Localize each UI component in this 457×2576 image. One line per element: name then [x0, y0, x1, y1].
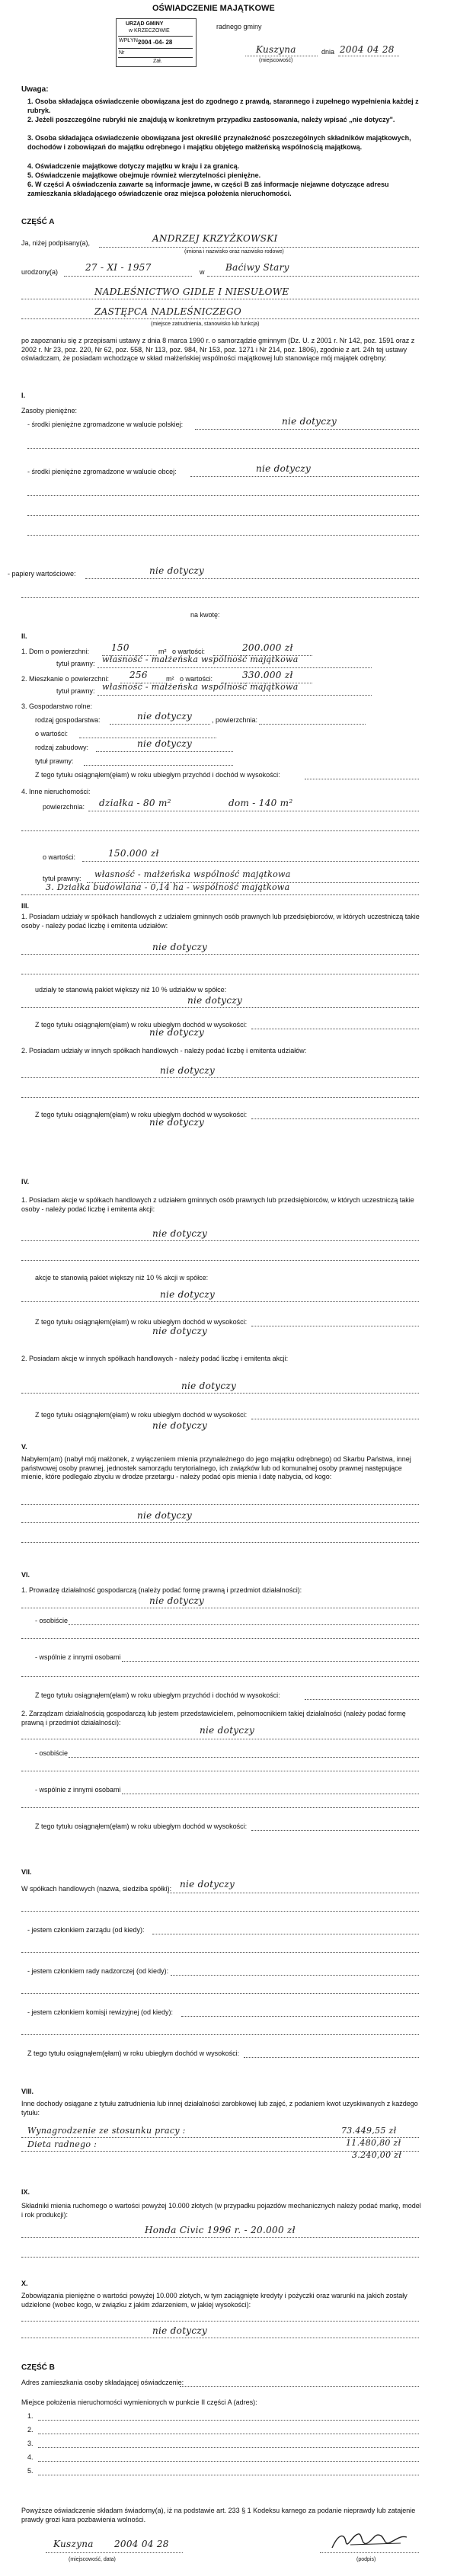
iv-p1b-handwritten: nie dotyczy — [160, 1289, 216, 1300]
iii-p1c-text: Z tego tytułu osiągnąłem(ęłam) w roku ubiegłym dochód w wysokości: — [35, 1021, 248, 1029]
foreign-handwritten: nie dotyczy — [256, 463, 312, 474]
section-viii-number: VIII. — [21, 2088, 34, 2095]
section-vi-number: VI. — [21, 1571, 30, 1579]
x-text: Zobowiązania pieniężne o wartości powyżej 10.000 złotych, w tym zaciągnięte kredyty i pożyczki oraz warunki na jakich zostały udzielone (wobec kogo, w związku z jakim zdarzeniem, w jakiej wysokości): — [21, 2292, 407, 2309]
vii-komisja: - jestem członkiem komisji rewizyjnej (od kiedy): — [27, 2008, 174, 2016]
stamp-wplyn: WPŁYN. — [119, 38, 139, 43]
iii-p2c-text: Z tego tytułu osiągnąłem(ęłam) w roku ubiegłym dochód w wysokości: — [35, 1111, 248, 1118]
viii-income2-label-hw: Dieta radnego : — [27, 2139, 97, 2149]
viii-income1-label-hw: Wynagrodzenie ze stosunku pracy : — [27, 2126, 186, 2136]
inne-wartosc-label: o wartości: — [43, 853, 76, 861]
dom-label: 1. Dom o powierzchni: — [21, 648, 90, 655]
iv-p1-text: 1. Posiadam akcje w spółkach handlowych z udziałem gminnych osób prawnych lub przedsiębiorców, w których uczestniczą takie osoby - należy podać liczbę i emitenta akcji: — [21, 1196, 414, 1213]
part-b-num-1: 1. — [27, 2412, 34, 2420]
document-subtitle: radnego gminy — [216, 23, 262, 30]
header-dnia-label: dnia — [321, 48, 335, 56]
iv-p1c-handwritten: nie dotyczy — [152, 1326, 208, 1336]
viii-income3-value-hw: 3.240,00 zł — [352, 2150, 402, 2160]
stamp-line1: URZĄD GMINY — [126, 21, 164, 27]
part-b-miejsce-label: Miejsce położenia nieruchomości wymienionych w punkcie II części A (adres): — [21, 2398, 257, 2406]
vi-osobiscie2: - osobiście — [35, 1749, 69, 1757]
iv-p2-handwritten: nie dotyczy — [181, 1381, 237, 1391]
section-v-number: V. — [21, 1443, 27, 1451]
iii-p1-text: 1. Posiadam udziały w spółkach handlowych z udziałem gminnych osób prawnych lub przedsiębiorców, w których uczestniczą takie osoby - należy podać liczbę i emitenta udziałów: — [21, 913, 420, 930]
legal-intro: po zapoznaniu się z przepisami ustawy z dnia 8 marca 1990 r. o samorządzie gminnym (Dz. U. z 2001 r. Nr 142, poz. 1591 oraz z 2002 r. Nr 23, poz. 220, Nr 62, poz. 558, Nr 113, poz. 984, Nr 153, poz. 1271 i Nr 214, poz. 1806), zgodnie z art. 24h tej ustawy oświadczam, że posiadam wchodzące w skład małżeńskiej wspólności majątkowej lub stanowiące mój majątek odrębny: — [21, 337, 415, 362]
v-handwritten: nie dotyczy — [137, 1510, 193, 1521]
section-iv-number: IV. — [21, 1178, 30, 1186]
inne-title2-handwritten: 3. Działka budowlana - 0,14 ha - wspólność majątkowa — [46, 882, 290, 892]
vii-rada: - jestem członkiem rady nadzorczej (od kiedy): — [27, 1967, 169, 1975]
iv-p1-handwritten: nie dotyczy — [152, 1228, 208, 1239]
gosp-dochod-label: Z tego tytułu osiągnąłem(ęłam) w roku ubiegłym przychód i dochód w wysokości: — [35, 771, 280, 779]
section-iii-number: III. — [21, 902, 30, 910]
vi-p2-text: 2. Zarządzam działalnością gospodarczą lub jestem przedstawicielem, pełnomocnikiem takiej działalności (należy podać formę prawną i przedmiot działalności): — [21, 1710, 406, 1726]
part-b-num-4: 4. — [27, 2453, 34, 2461]
born-in-label: w — [200, 268, 205, 276]
workplace-handwritten: NADLEŚNICTWO GIDLE I NIESUŁOWE — [94, 286, 289, 297]
signature — [328, 2528, 411, 2554]
viii-text: Inne dochody osiągane z tytułu zatrudnienia lub innej działalności zarobkowej lub zajęć, z podaniem kwot uzyskiwanych z każdego tytułu: — [21, 2100, 418, 2117]
uwaga-title: Uwaga: — [21, 85, 49, 94]
mieszk-m2: m² — [166, 675, 174, 683]
iii-p2-handwritten: nie dotyczy — [160, 1065, 216, 1076]
vi-dochod: Z tego tytułu osiągnąłem(ęłam) w roku ubiegłym przychód i dochód w wysokości: — [35, 1691, 280, 1699]
part-a-title: CZĘŚĆ A — [21, 218, 55, 226]
part-b-num-3: 3. — [27, 2440, 34, 2447]
job-caption: (miejsce zatrudnienia, stanowisko lub funkcja) — [151, 322, 260, 327]
gosp-pow-label: , powierzchnia: — [212, 716, 258, 724]
header-place-handwritten: Kuszyna — [256, 44, 296, 55]
name-handwritten: ANDRZEJ KRZYŻKOWSKI — [152, 233, 278, 244]
footer-place-handwritten: Kuszyna — [53, 2539, 94, 2549]
uwaga-item-2: 2. Jeżeli poszczególne rubryki nie znajdują w konkretnym przypadku zastosowania, należy wpisać „nie dotyczy". — [27, 116, 395, 123]
viii-income1-value-hw: 73.449,55 zł — [341, 2126, 397, 2136]
section-ii-number: II. — [21, 632, 27, 640]
position-handwritten: ZASTĘPCA NADLEŚNICZEGO — [94, 306, 242, 317]
born-date-handwritten: 27 - XI - 1957 — [85, 262, 152, 273]
dom-wartosc-label: o wartości: — [172, 648, 206, 655]
gosp-wartosc-label: o wartości: — [35, 730, 69, 738]
zabud-label: rodzaj zabudowy: — [35, 744, 89, 751]
footer-date-handwritten: 2004 04 28 — [114, 2539, 169, 2549]
dom-value-handwritten: 200.000 zł — [242, 642, 293, 653]
mieszk-tytul-label: tytuł prawny: — [56, 687, 95, 695]
stamp-line2: w KRZECZOWIE — [129, 28, 170, 34]
kwote-label: na kwotę: — [190, 611, 220, 619]
vi-dochod2: Z tego tytułu osiągnąłem(ęłam) w roku ubiegłym dochód w wysokości: — [35, 1822, 248, 1830]
mieszk-area-handwritten: 256 — [129, 670, 148, 680]
v-text: Nabyłem(am) (nabył mój małżonek, z wyłączeniem mienia przynależnego do jego majątku odrębnego) od Skarbu Państwa, innej państwowej osoby prawnej, jednostek samorządu terytorialnego, ich związków lub od komunalnej osoby prawnej następujące mienie, które podlegało zbyciu w drodze przetargu - należy podać opis mienia i datę nabycia, od kogo: — [21, 1455, 411, 1480]
section-ix-number: IX. — [21, 2188, 30, 2196]
inne-tytul-label: tytuł prawny: — [43, 875, 81, 882]
papers-handwritten: nie dotyczy — [149, 565, 205, 576]
dom-m2: m² — [158, 648, 167, 655]
inne-dom-handwritten: dom - 140 m² — [228, 798, 293, 808]
inne-pow-label: powierzchnia: — [43, 803, 85, 811]
iii-p1-handwritten: nie dotyczy — [152, 942, 208, 952]
part-b-title: CZĘŚĆ B — [21, 2363, 55, 2372]
x-handwritten: nie dotyczy — [152, 2325, 208, 2336]
part-b-address-label: Adres zamieszkania osoby składającej oświadczenie: — [21, 2379, 184, 2386]
inne-area-handwritten: działka - 80 m² — [99, 798, 171, 808]
iv-p1b-text: akcje te stanowią pakiet większy niż 10 % akcji w spółce: — [35, 1274, 209, 1282]
stamp-nr: Nr — [119, 50, 125, 56]
stamp-zal: Zał. — [153, 59, 162, 64]
uwaga-item-6: 6. W części A oświadczenia zawarte są informacje jawne, w części B zaś informacje niejawne dotyczące adresu zamieszkania składającego oświadczenie oraz miejsca położenia nieruchomości. — [27, 181, 389, 197]
pln-handwritten: nie dotyczy — [282, 416, 337, 427]
dom-area-handwritten: 150 — [111, 642, 129, 653]
office-stamp — [116, 18, 197, 67]
vii-dochod: Z tego tytułu osiągnąłem(ęłam) w roku ubiegłym dochód w wysokości: — [27, 2050, 240, 2057]
vii-handwritten: nie dotyczy — [180, 1879, 235, 1890]
mieszk-wartosc-label: o wartości: — [180, 675, 213, 683]
iii-p2c-handwritten: nie dotyczy — [149, 1117, 205, 1128]
ix-handwritten: Honda Civic 1996 r. - 20.000 zł — [145, 2225, 296, 2235]
section-x-number: X. — [21, 2280, 28, 2287]
inne-title-handwritten: własność - małżeńska wspólność majątkowa — [94, 869, 291, 879]
footer-legal: Powyższe oświadczenie składam świadomy(a), iż na podstawie art. 233 § 1 Kodeksu karnego za podanie nieprawdy lub zatajenie prawdy grozi kara pozbawienia wolności. — [21, 2507, 416, 2523]
header-place-caption: (miejscowość) — [259, 58, 293, 63]
vi-osobiscie: - osobiście — [35, 1617, 69, 1624]
iii-p2-text: 2. Posiadam udziały w innych spółkach handlowych - należy podać liczbę i emitenta udziałów: — [21, 1047, 307, 1054]
uwaga-item-1: 1. Osoba składająca oświadczenie obowiązana jest do zgodnego z prawdą, starannego i zupełnego wypełnienia każdej z rubryk. — [27, 98, 419, 114]
gosp-tytul-label: tytuł prawny: — [35, 757, 74, 765]
viii-income2-value-hw: 11.480,80 zł — [346, 2138, 401, 2148]
zabud-handwritten: nie dotyczy — [137, 738, 193, 749]
uwaga-item-3: 3. Osoba składająca oświadczenie obowiązana jest określić przynależność poszczególnych składników majątkowych, dochodów i zobowiązań do majątku odrębnego i majątku objętego małżeńską wspólnością majątkową. — [27, 134, 411, 151]
vi-p1-handwritten: nie dotyczy — [149, 1595, 205, 1606]
footer-caption-left: (miejscowość, data) — [69, 2557, 116, 2562]
birthplace-handwritten: Baćiwy Stary — [225, 262, 289, 273]
section-i-number: I. — [21, 392, 26, 399]
iii-p1b-text: udziały te stanowią pakiet większy niż 10 % udziałów w spółce: — [35, 986, 227, 994]
inne-label: 4. Inne nieruchomości: — [21, 788, 91, 795]
papers-label: - papiery wartościowe: — [8, 570, 76, 578]
vii-text: W spółkach handlowych (nazwa, siedziba spółki): — [21, 1885, 172, 1893]
iv-p2-text: 2. Posiadam akcje w innych spółkach handlowych - należy podać liczbę i emitenta akcji: — [21, 1355, 289, 1362]
pln-label: - środki pieniężne zgromadzone w walucie polskiej: — [27, 421, 184, 428]
mieszk-value-handwritten: 330.000 zł — [242, 670, 293, 680]
iv-p2c-text: Z tego tytułu osiągnąłem(ęłam) w roku ubiegłym dochód w wysokości: — [35, 1411, 248, 1419]
iii-p1c-handwritten: nie dotyczy — [149, 1027, 205, 1038]
vi-p2-handwritten: nie dotyczy — [200, 1725, 255, 1736]
name-caption: (imiona i nazwisko oraz nazwisko rodowe) — [184, 249, 284, 254]
stamp-date: 2004 -04- 28 — [138, 39, 173, 46]
ix-text: Składniki mienia ruchomego o wartości powyżej 10.000 złotych (w przypadku pojazdów mechanicznych należy podać markę, model i rok produkcji): — [21, 2202, 421, 2219]
ja-label: Ja, niżej podpisany(a), — [21, 239, 91, 247]
document-title: OŚWIADCZENIE MAJĄTKOWE — [152, 4, 275, 13]
born-label: urodzony(a) — [21, 268, 59, 276]
gosp-label: 3. Gospodarstwo rolne: — [21, 702, 93, 710]
dom-tytul-label: tytuł prawny: — [56, 660, 95, 667]
vi-wspolnie: - wspólnie z innymi osobami — [35, 1653, 121, 1661]
part-b-num-5: 5. — [27, 2467, 34, 2475]
iv-p1c-text: Z tego tytułu osiągnąłem(ęłam) w roku ubiegłym dochód w wysokości: — [35, 1318, 248, 1326]
part-b-num-2: 2. — [27, 2426, 34, 2434]
zasoby-label: Zasoby pieniężne: — [21, 407, 78, 414]
rodzaj-label: rodzaj gospodarstwa: — [35, 716, 101, 724]
vi-p1-text: 1. Prowadzę działalność gospodarczą (należy podać formę prawną i przedmiot działalności): — [21, 1586, 302, 1594]
vi-wspolnie2: - wspólnie z innymi osobami — [35, 1786, 121, 1794]
foreign-label: - środki pieniężne zgromadzone w walucie obcej: — [27, 468, 177, 475]
uwaga-item-5: 5. Oświadczenie majątkowe obejmuje również wierzytelności pieniężne. — [27, 171, 261, 179]
uwaga-item-4: 4. Oświadczenie majątkowe dotyczy majątku w kraju i za granicą. — [27, 162, 240, 170]
mieszk-label: 2. Mieszkanie o powierzchni: — [21, 675, 110, 683]
footer-caption-right: (podpis) — [356, 2557, 376, 2562]
iv-p2c-handwritten: nie dotyczy — [152, 1420, 208, 1431]
dom-title-handwritten: własność - małżeńska wspólność majątkowa — [102, 654, 299, 664]
section-vii-number: VII. — [21, 1868, 32, 1876]
rodzaj-handwritten: nie dotyczy — [137, 711, 193, 722]
vii-zarzad: - jestem członkiem zarządu (od kiedy): — [27, 1926, 145, 1934]
mieszk-title-handwritten: własność - małżeńska wspólność majątkowa — [102, 682, 299, 692]
iii-p1b-handwritten: nie dotyczy — [187, 995, 243, 1006]
header-date-handwritten: 2004 04 28 — [340, 44, 395, 55]
inne-value-handwritten: 150.000 zł — [108, 848, 159, 859]
